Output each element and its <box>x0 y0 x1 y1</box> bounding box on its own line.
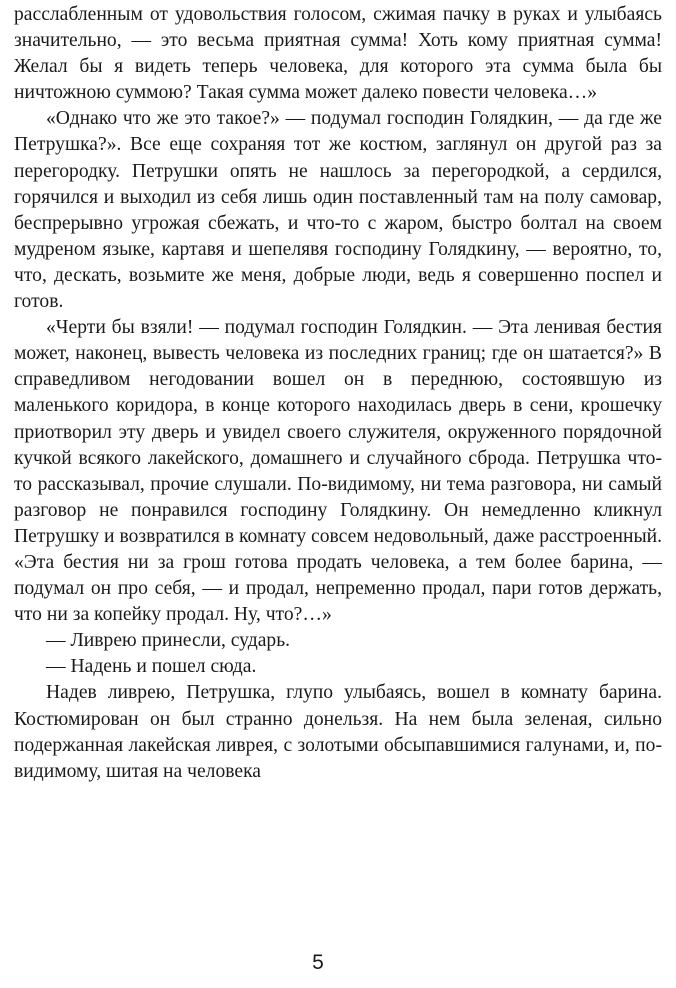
paragraph: «Черти бы взяли! — подумал господин Голядкин. — Эта ленивая бестия может, наконец, вывесть человека из последних границ; где он шатается?» В справедливом негодовании вошел он в переднюю, состоявшую из маленького коридора, в конце которого находилась дверь в сени, крошечку приотворил эту дверь и увидел своего служителя, окруженного порядочной кучкой всякого лакейского, домашнего и случайного сброда. Петрушка что-то рассказывал, прочие слушали. По-видимому, ни тема разговора, ни самый разговор не понравился господину Голядкину. Он немедленно кликнул Петрушку и возвратился в комнату совсем недовольный, даже расстроенный. «Эта бестия ни за грош готова продать человека, а тем более барина, — подумал он про себя, — и продал, непременно продал, пари готов держать, что ни за копейку продал. Ну, что?…» <box>14 317 662 626</box>
dialogue-line: — Ливрею принесли, сударь. <box>46 630 291 652</box>
dialogue-line: — Надень и пошел сюда. <box>46 656 257 678</box>
paragraph: «Однако что же это такое?» — подумал господин Голядкин, — да где же Петрушка?». Все еще сохраняя тот же костюм, заглянул он другой раз за перегородку. Петрушки опять не нашлось за перегородкой, а сердился, горячился и выходил из себя лишь один поставленный там на полу самовар, беспрерывно угрожая сбежать, и что-то с жаром, быстро болтал на своем мудреном языке, картавя и шепелявя господину Голядкину, — вероятно, то, что, дескать, возьмите же меня, добрые люди, ведь я совершенно поспел и готов. <box>14 108 662 313</box>
body-text <box>14 2 662 785</box>
page-number: 5 <box>312 951 324 974</box>
paragraph-continued: расслабленным от удовольствия голосом, сжимая пачку в руках и улыбаясь значительно, — это весьма приятная сумма! Хоть кому приятная сумма! Желал бы я видеть теперь человека, для которого эта сумма была бы ничтожною суммою? Такая сумма может далеко повести человека…» <box>14 4 662 104</box>
paragraph: Надев ливрею, Петрушка, глупо улыбаясь, вошел в комнату барина. Костюмирован он был странно донельзя. На нем была зеленая, сильно подержанная лакейская ливрея, с золотыми обсыпавшимися галунами, и, по-видимому, шитая на человека <box>14 682 662 782</box>
